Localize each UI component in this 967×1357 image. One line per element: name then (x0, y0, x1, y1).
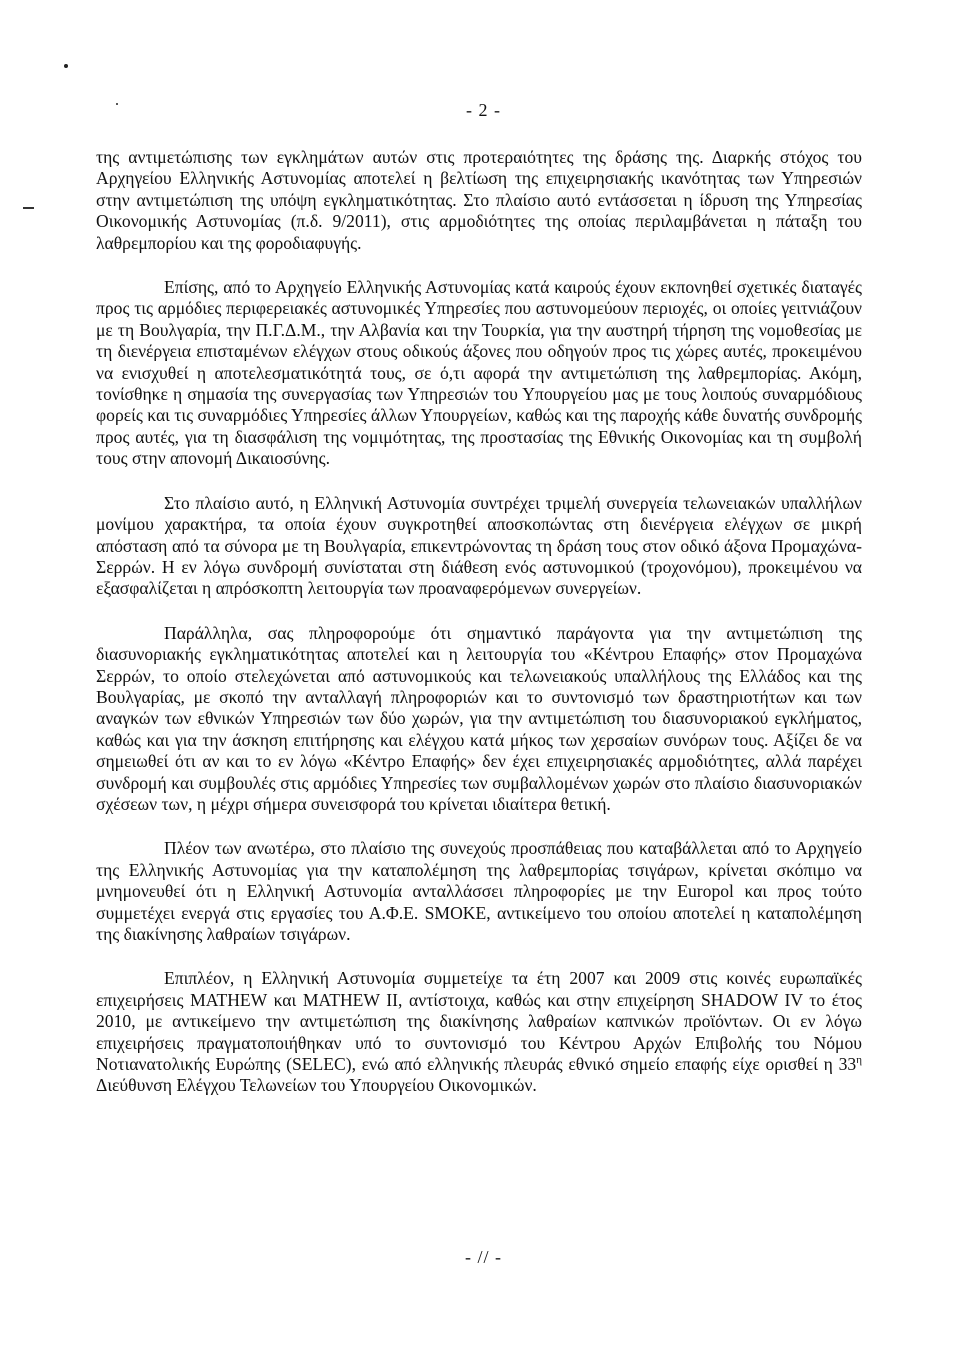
paragraph: Πλέον των ανωτέρω, στο πλαίσιο της συνεχούς προσπάθειας που καταβάλλεται από το Αρχηγείο της Ελληνικής Αστυνομίας για την καταπολέμηση της λαθρεμπορίας τσιγάρων, κρίνεται σκόπιμο να μνημονευθεί ότι η Ελληνική Αστυνομία ανταλλάσσει πληροφορίες με την Europol και προς τούτο συμμετέχει ενεργά στις εργασίες του Α.Φ.Ε. SMOKE, αντικείμενο του οποίου αποτελεί η καταπολέμηση της διακίνησης λαθραίων τσιγάρων. (96, 838, 862, 944)
ordinal-superscript: η (856, 1054, 862, 1067)
paragraph-text: Διεύθυνση Ελέγχου Τελωνείων του Υπουργείου Οικονομικών. (96, 1075, 537, 1096)
paragraph: Επίσης, από το Αρχηγείο Ελληνικής Αστυνομίας κατά καιρούς έχουν εκπονηθεί σχετικές διαταγές προς τις αρμόδιες περιφερειακές αστυνομικές Υπηρεσίες που αστυνομεύουν περιοχές, οι οποίες γειτνιάζουν με τη Βουλγαρία, την Π.Γ.Δ.Μ., την Αλβανία και την Τουρκία, για την αυστηρή τήρηση της νομοθεσίας με τη διενέργεια επισταμένων ελέγχων στους οδικούς άξονες που οδηγούν προς τις χώρες αυτές, προκειμένου να ενισχυθεί η αποτελεσματικότητά τους, σε ό,τι αφορά την αντιμετώπιση της λαθρεμπορίας. Ακόμη, τονίσθηκε η σημασία της συνεργασίας των Υπηρεσιών του Υπουργείου μας με τους λοιπούς συναρμόδιους φορείς και τις συναρμόδιες Υπηρεσίες άλλων Υπουργείων, καθώς και της παροχής κάθε δυνατής συνδρομής προς αυτές, για τη διασφάλιση της νομιμότητας, της προστασίας της Εθνικής Οικονομίας και τη συμβολή τους στην απονομή Δικαιοσύνης. (96, 277, 862, 469)
paragraph (96, 968, 862, 1096)
paragraph: Στο πλαίσιο αυτό, η Ελληνική Αστυνομία συντρέχει τριμελή συνεργεία τελωνειακών υπαλλήλων μονίμου χαρακτήρα, τα οποία έχουν συγκροτηθεί αποσκοπώντας στη διενέργεια ελέγχων σε μικρή απόσταση από τα σύνορα με τη Βουλγαρία, επικεντρώνοντας τη δράση τους στον οδικό άξονα Προμαχώνα-Σερρών. Η εν λόγω συνδρομή συνίσταται στη διάθεση ενός αστυνομικού (τροχονόμου), προκειμένου να εξασφαλίζεται η απρόσκοπτη λειτουργία των προαναφερόμενων συνεργείων. (96, 492, 862, 599)
paragraph: Παράλληλα, σας πληροφορούμε ότι σημαντικό παράγοντα για την αντιμετώπιση της διασυνοριακής εγκληματικότητας αποτελεί και η λειτουργία του «Κέντρου Επαφής» στον Προμαχώνα Σερρών, το οποίο στελεχώνεται από αστυνομικούς και τελωνειακούς υπαλλήλους της Ελλάδος και της Βουλγαρίας, με σκοπό την ανταλλαγή πληροφοριών και το συντονισμό των δραστηριοτήτων και των αναγκών των εθνικών Υπηρεσιών των δύο χωρών, για την αντιμετώπιση του διασυνοριακού εγκλήματος, καθώς και για την άσκηση επιτήρησης και ελέγχου κατά μήκος των χερσαίων συνόρων τους. Αξίζει δε να σημειωθεί ότι αν και το εν λόγω «Κέντρο Επαφής» δεν έχει επιχειρησιακές αρμοδιότητες, αλλά παρέχει συνδρομή και συμβουλές στις αρμόδιες Υπηρεσίες των συμβαλλομένων χωρών στο πλαίσιο διασυνοριακών σχέσεων των, η μέχρι σήμερα συνεισφορά του κρίνεται ιδιαίτερα θετική. (96, 622, 862, 814)
scan-speck (64, 64, 68, 68)
continuation-mark: - // - (465, 1247, 502, 1267)
page-number: - 2 - (466, 100, 501, 120)
paragraph-text: Επιπλέον, η Ελληνική Αστυνομία συμμετείχε τα έτη 2007 και 2009 στις κοινές ευρωπαϊκές επιχειρήσεις MATHEW και MATHEW II, αντίστοιχα, καθώς και στην επιχείρηση SHADOW IV το έτος 2010, με αντικείμενο την αντιμετώπιση της διακίνησης λαθραίων καπνικών προϊόντων. Οι εν λόγω επιχειρήσεις πραγματοποιήθηκαν υπό το συντονισμό του Κέντρου Αρχών Επιβολής του Νόμου Νοτιανατολικής Ευρώπης (SELEC), ενώ από ελληνικής πλευράς εθνικό σημείο επαφής είχε ορισθεί η 33 (96, 968, 862, 1075)
paragraph: της αντιμετώπισης των εγκλημάτων αυτών στις προτεραιότητες της δράσης της. Διαρκής στόχος του Αρχηγείου Ελληνικής Αστυνομίας αποτελεί η βελτίωση της επιχειρησιακής ικανότητας των Υπηρεσιών στην αντιμετώπιση της υπόψη εγκληματικότητας. Στο πλαίσιο αυτό εντάσσεται η ίδρυση της Υπηρεσίας Οικονομικής Αστυνομίας (π.δ. 9/2011), στις αρμοδιότητες της οποίας περιλαμβάνεται η πάταξη του λαθρεμπορίου και της φοροδιαφυγής. (96, 147, 862, 253)
document-body (96, 147, 862, 1097)
margin-mark (23, 207, 34, 209)
